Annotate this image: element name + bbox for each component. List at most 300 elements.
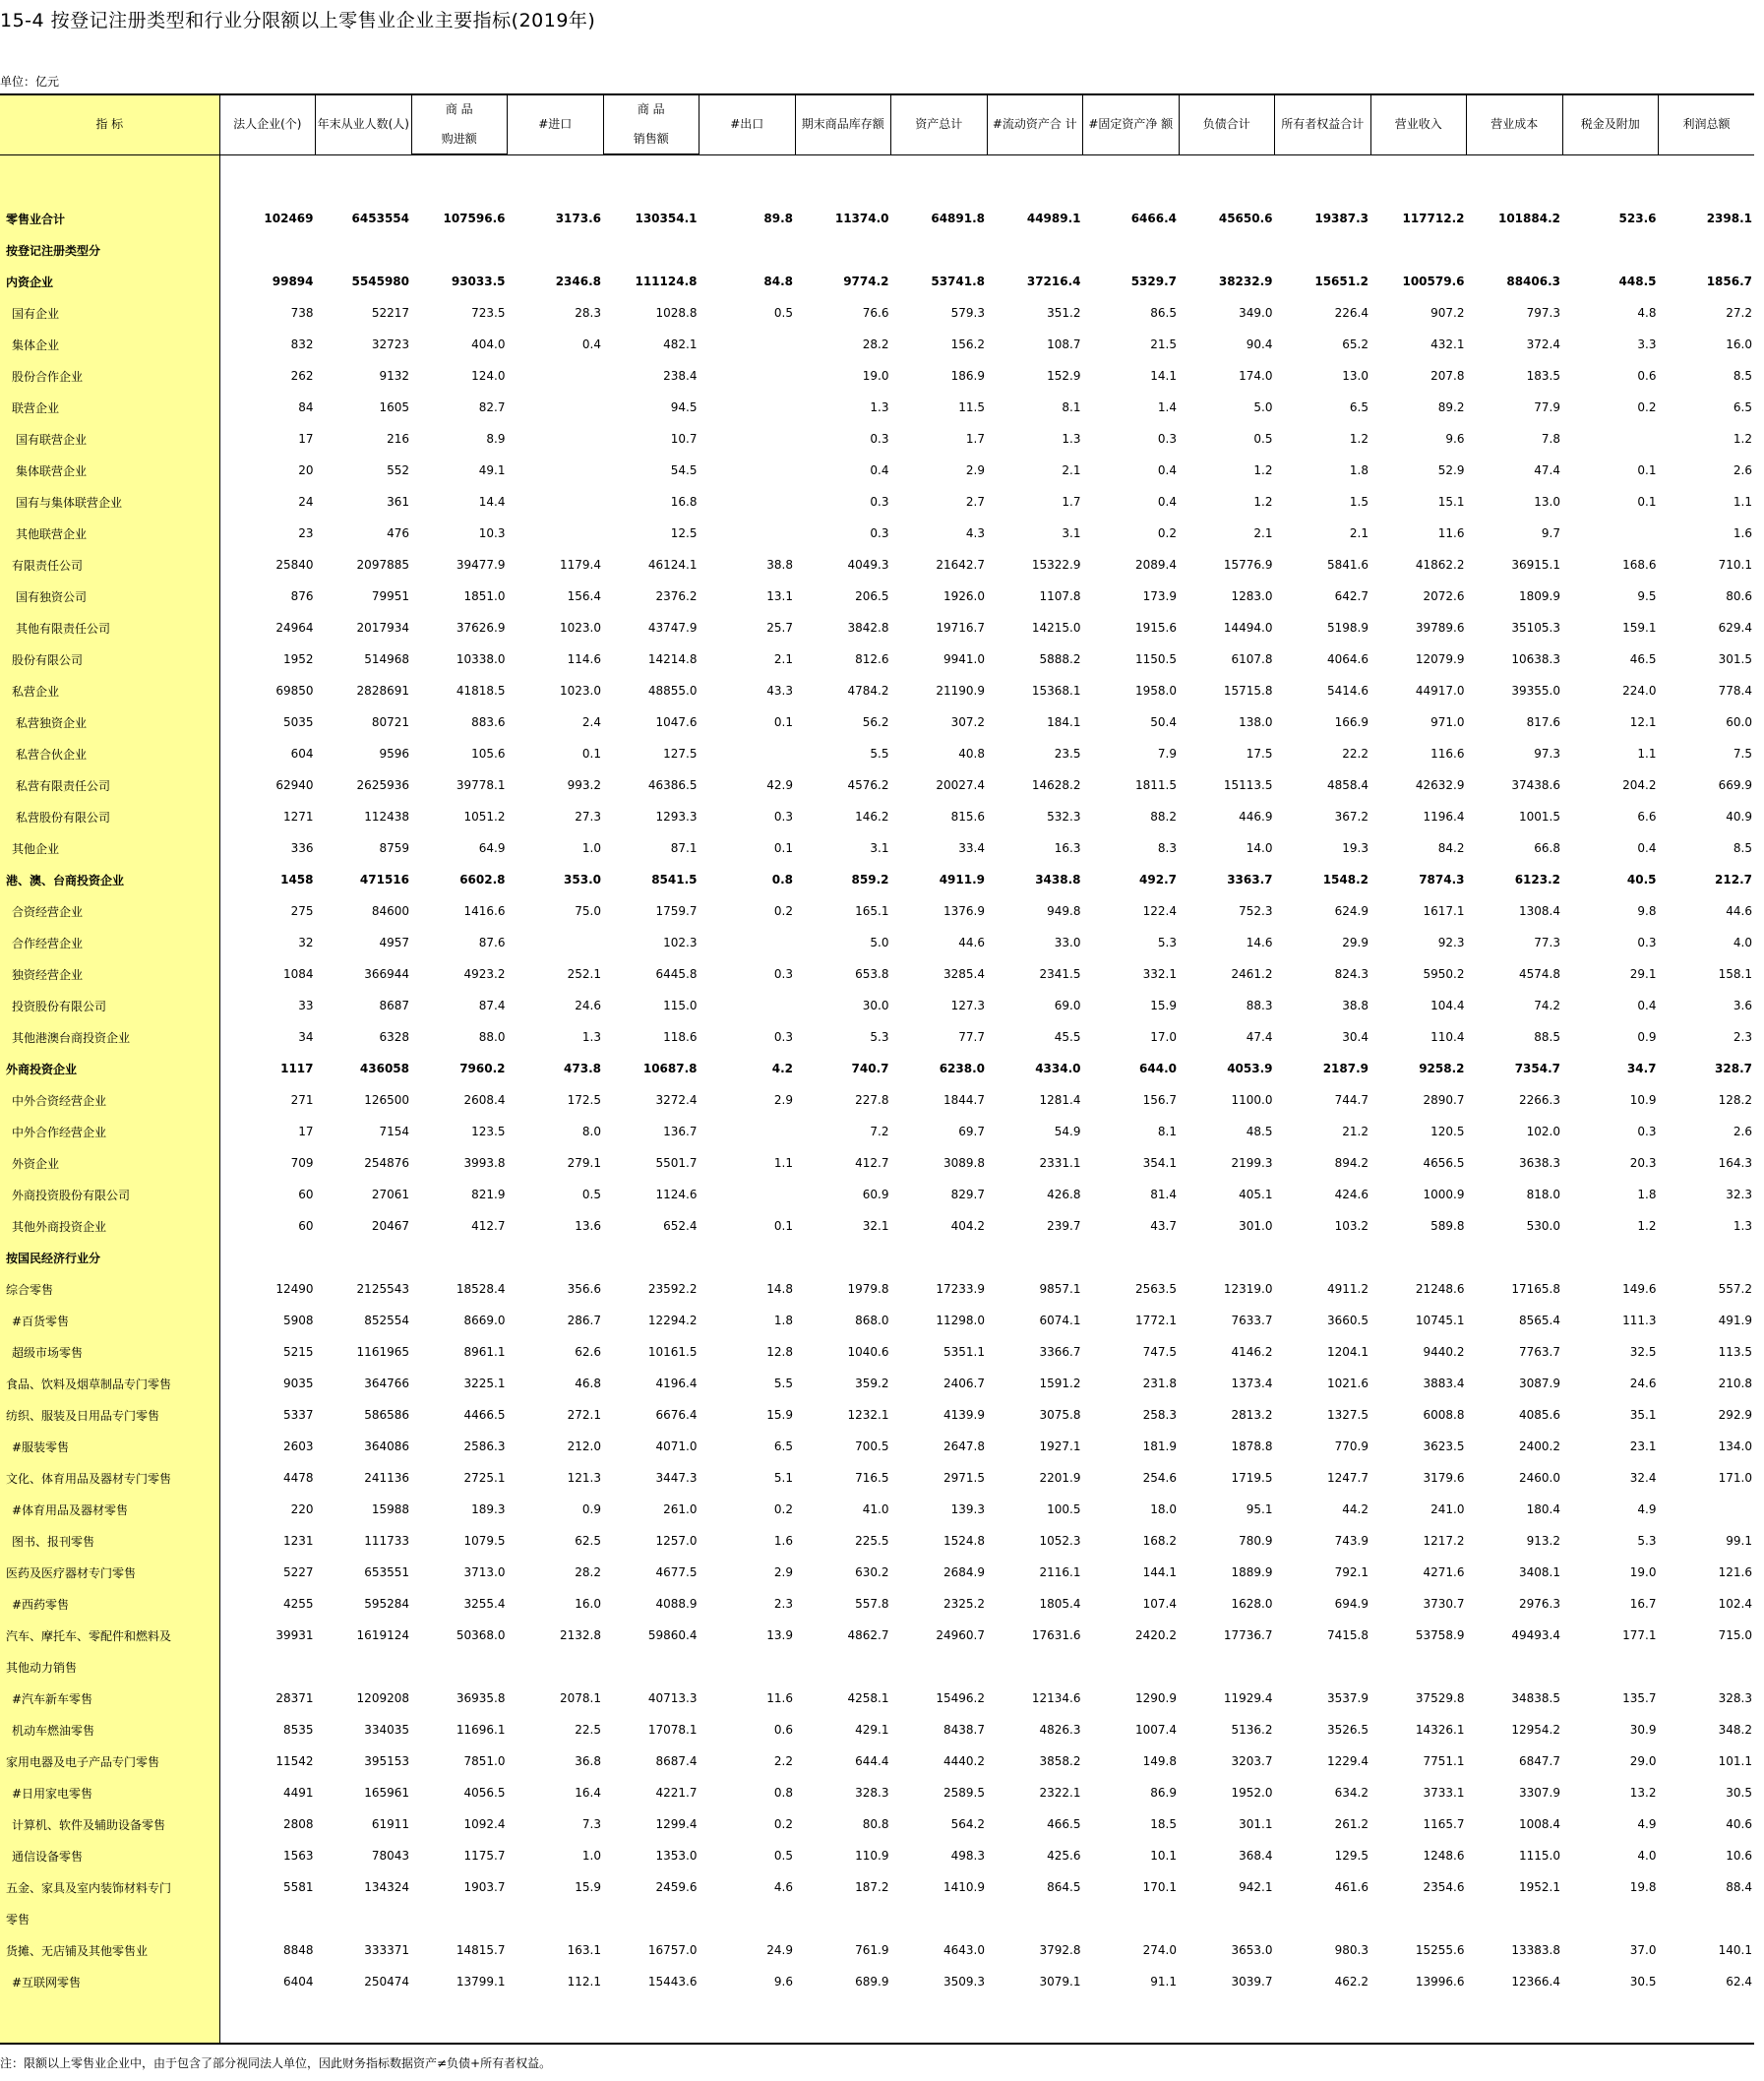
table-cell: 1299.4 (655, 1817, 698, 1831)
row-label: 中外合作经营企业 (0, 1116, 219, 1147)
table-cell: 35.1 (1629, 1408, 1657, 1422)
indicator-table (0, 93, 1754, 2045)
table-cell: 334035 (364, 1723, 409, 1737)
table-cell: 1952.1 (1519, 1880, 1560, 1894)
row-label: 私营有限责任公司 (0, 769, 219, 801)
row-label: #汽车新车零售 (0, 1683, 219, 1714)
table-row (0, 1462, 1754, 1494)
table-cell: 2346.8 (555, 275, 601, 288)
table-row (0, 549, 1754, 581)
table-cell: 354.1 (1142, 1156, 1177, 1170)
table-cell: 589.8 (1430, 1219, 1465, 1233)
table-cell (987, 234, 1083, 266)
table-cell: 88.2 (1150, 810, 1177, 824)
table-cell: 832 (290, 337, 314, 351)
row-label: 超级市场零售 (0, 1336, 219, 1368)
table-cell: 60 (298, 1219, 314, 1233)
table-cell: 864.5 (1047, 1880, 1081, 1894)
table-cell: 1283.0 (1231, 589, 1273, 603)
table-cell: 43.3 (766, 684, 793, 698)
table-cell: 16.4 (575, 1786, 601, 1800)
table-row (0, 958, 1754, 990)
row-label: 内资企业 (0, 266, 219, 297)
table-cell: 1548.2 (1322, 873, 1369, 887)
table-cell: 0.6 (773, 1723, 793, 1737)
table-cell: 1217.2 (1423, 1534, 1465, 1548)
table-cell (219, 1651, 316, 1683)
table-row (0, 1934, 1754, 1966)
table-cell: 134.0 (1718, 1439, 1752, 1453)
table-cell: 1.7 (1062, 495, 1081, 509)
table-cell: 9132 (379, 369, 409, 383)
table-cell: 2325.2 (943, 1597, 985, 1611)
table-cell: 5.5 (870, 747, 889, 761)
table-cell: 0.8 (773, 1786, 793, 1800)
table-cell: 135.7 (1622, 1691, 1657, 1705)
table-cell (219, 234, 316, 266)
table-cell: 5414.6 (1327, 684, 1369, 698)
table-cell: 13383.8 (1511, 1943, 1560, 1957)
table-cell: 10.7 (670, 432, 698, 446)
table-cell: 116.6 (1430, 747, 1465, 761)
table-cell: 15322.9 (1031, 558, 1081, 572)
table-cell (1083, 1242, 1180, 1273)
table-cell: 14.4 (478, 495, 506, 509)
table-cell: 604 (290, 747, 314, 761)
table-cell: 16.7 (1629, 1597, 1657, 1611)
table-row (0, 1147, 1754, 1179)
table-cell: 9440.2 (1423, 1345, 1465, 1359)
table-cell: 514968 (364, 652, 409, 666)
table-cell: 2201.9 (1039, 1471, 1081, 1485)
table-cell: 1.3 (870, 400, 889, 414)
table-cell: 30.4 (1342, 1030, 1369, 1044)
table-cell: 120.5 (1430, 1125, 1465, 1138)
table-cell: 28.3 (575, 306, 601, 320)
table-cell: 3089.8 (943, 1156, 985, 1170)
table-cell: 634.2 (1334, 1786, 1369, 1800)
table-cell: 0.4 (581, 337, 601, 351)
row-label: 按登记注册类型分 (0, 234, 219, 266)
table-cell: 1628.0 (1231, 1597, 1273, 1611)
table-cell: 14628.2 (1031, 778, 1081, 792)
table-cell: 21.5 (1150, 337, 1177, 351)
header-current-assets: #流动资产合 计 (987, 94, 1083, 154)
table-cell: 913.2 (1526, 1534, 1560, 1548)
table-cell: 24 (298, 495, 314, 509)
table-cell: 426.8 (1047, 1188, 1081, 1201)
table-cell: 13.1 (766, 589, 793, 603)
table-cell: 3842.8 (847, 621, 889, 635)
table-cell: 14.8 (766, 1282, 793, 1296)
table-cell: 1007.4 (1135, 1723, 1177, 1737)
table-cell: 41818.5 (456, 684, 506, 698)
table-row (0, 1084, 1754, 1116)
table-cell: 254876 (364, 1156, 409, 1170)
tail-cell (1659, 1997, 1755, 2044)
table-row (0, 581, 1754, 612)
table-cell: 1.2 (1253, 463, 1273, 477)
table-cell: 37216.4 (1026, 275, 1081, 288)
table-row (0, 1242, 1754, 1273)
table-cell: 0.4 (1637, 841, 1657, 855)
table-cell: 1915.6 (1135, 621, 1177, 635)
table-cell: 482.1 (663, 337, 698, 351)
table-cell: 876 (290, 589, 314, 603)
table-cell: 15.9 (575, 1880, 601, 1894)
table-cell: 89.2 (1437, 400, 1465, 414)
row-label: 计算机、软件及辅助设备零售 (0, 1808, 219, 1840)
table-cell: 87.1 (670, 841, 698, 855)
table-cell: 3087.9 (1519, 1377, 1560, 1390)
row-label: 集体联营企业 (0, 455, 219, 486)
table-cell: 91.1 (1150, 1975, 1177, 1989)
table-cell: 88.3 (1246, 999, 1273, 1012)
table-cell: 5337 (282, 1408, 314, 1422)
table-cell: 1021.6 (1327, 1377, 1369, 1390)
header-liabilities: 负债合计 (1179, 94, 1275, 154)
table-cell: 165.1 (855, 904, 889, 918)
table-cell: 579.3 (950, 306, 985, 320)
table-cell: 0.1 (1637, 463, 1657, 477)
table-cell: 15113.5 (1223, 778, 1273, 792)
table-row (0, 895, 1754, 927)
table-cell: 3638.3 (1519, 1156, 1560, 1170)
table-cell: 19.0 (1629, 1565, 1657, 1579)
table-cell: 942.1 (1239, 1880, 1273, 1894)
row-label: 零售 (0, 1903, 219, 1934)
table-row (0, 738, 1754, 769)
table-cell: 59860.4 (647, 1628, 698, 1642)
table-cell: 366944 (364, 967, 409, 981)
table-cell: 1410.9 (943, 1880, 985, 1894)
table-cell: 4491 (282, 1786, 314, 1800)
table-cell: 3623.5 (1423, 1439, 1465, 1453)
table-cell: 4.9 (1637, 1502, 1657, 1516)
spacer-cell (219, 154, 316, 203)
spacer-cell (987, 154, 1083, 203)
table-cell: 4049.3 (847, 558, 889, 572)
table-cell (508, 1242, 604, 1273)
table-cell: 272.1 (567, 1408, 601, 1422)
table-row (0, 990, 1754, 1021)
row-label: 零售业合计 (0, 203, 219, 234)
row-label: 食品、饮料及烟草制品专门零售 (0, 1368, 219, 1399)
table-row (0, 266, 1754, 297)
table-cell: 1376.9 (943, 904, 985, 918)
table-row (0, 1021, 1754, 1053)
table-cell: 336 (290, 841, 314, 855)
table-cell: 491.9 (1718, 1314, 1752, 1327)
table-cell: 1772.1 (1135, 1314, 1177, 1327)
table-cell: 134324 (364, 1880, 409, 1894)
table-cell: 1.3 (1733, 1219, 1752, 1233)
table-cell: 29.9 (1342, 936, 1369, 949)
table-cell: 4.0 (1733, 936, 1752, 949)
table-cell (700, 360, 796, 392)
table-cell: 778.4 (1718, 684, 1752, 698)
table-cell: 27.2 (1726, 306, 1752, 320)
table-cell: 532.3 (1047, 810, 1081, 824)
table-cell: 183.5 (1526, 369, 1560, 383)
table-cell: 461.6 (1334, 1880, 1369, 1894)
table-cell: 97.3 (1534, 747, 1560, 761)
table-cell: 3730.7 (1423, 1597, 1465, 1611)
table-cell (700, 455, 796, 486)
table-cell (987, 1903, 1083, 1934)
tail-cell (1179, 1997, 1275, 2044)
table-cell: 3179.6 (1423, 1471, 1465, 1485)
table-cell: 356.6 (567, 1282, 601, 1296)
table-cell: 13.0 (1534, 495, 1560, 509)
table-cell: 93033.5 (451, 275, 506, 288)
table-cell: 14494.0 (1223, 621, 1273, 635)
table-cell: 2187.9 (1322, 1062, 1369, 1075)
row-label: #服装零售 (0, 1431, 219, 1462)
spacer-cell (700, 154, 796, 203)
table-cell: 8.3 (1157, 841, 1177, 855)
table-cell: 81.4 (1150, 1188, 1177, 1201)
table-cell: 32.4 (1629, 1471, 1657, 1485)
table-cell: 761.9 (855, 1943, 889, 1957)
table-cell: 2420.2 (1135, 1628, 1177, 1642)
table-cell: 18528.4 (456, 1282, 506, 1296)
table-cell (700, 1651, 796, 1683)
table-cell (508, 927, 604, 958)
table-cell: 42.9 (766, 778, 793, 792)
table-cell: 24.6 (1629, 1377, 1657, 1390)
table-cell: 4255 (282, 1597, 314, 1611)
table-cell: 108.7 (1047, 337, 1081, 351)
table-cell: 1150.5 (1135, 652, 1177, 666)
table-cell: 42632.9 (1415, 778, 1465, 792)
table-cell: 1247.7 (1327, 1471, 1369, 1485)
table-cell: 2078.1 (560, 1691, 601, 1705)
table-cell: 94.5 (670, 400, 698, 414)
table-cell: 156.4 (567, 589, 601, 603)
table-cell: 13996.6 (1415, 1975, 1465, 1989)
table-cell: 34.7 (1626, 1062, 1657, 1075)
table-cell: 122.4 (1142, 904, 1177, 918)
table-cell (700, 486, 796, 518)
table-cell: 7763.7 (1519, 1345, 1560, 1359)
table-cell: 6445.8 (655, 967, 698, 981)
table-cell: 564.2 (950, 1817, 985, 1831)
table-cell: 86.9 (1150, 1786, 1177, 1800)
table-cell (891, 1651, 988, 1683)
table-cell: 624.9 (1334, 904, 1369, 918)
tail-cell (1370, 1997, 1467, 2044)
table-cell: 372.4 (1526, 337, 1560, 351)
table-cell: 7633.7 (1231, 1314, 1273, 1327)
table-cell: 32 (298, 936, 314, 949)
table-cell: 3713.0 (463, 1565, 506, 1579)
row-label: #日用家电零售 (0, 1777, 219, 1808)
row-label: 独资经营企业 (0, 958, 219, 990)
table-cell: 111733 (364, 1534, 409, 1548)
table-cell: 4784.2 (847, 684, 889, 698)
table-cell: 4056.5 (463, 1786, 506, 1800)
table-cell: 2.3 (773, 1597, 793, 1611)
table-cell: 87.6 (478, 936, 506, 949)
row-label: 其他外商投资企业 (0, 1210, 219, 1242)
table-cell: 10161.5 (647, 1345, 698, 1359)
table-cell: 1844.7 (943, 1093, 985, 1107)
table-cell: 6.5 (1349, 400, 1369, 414)
table-cell: 0.2 (773, 1817, 793, 1831)
table-cell: 9941.0 (943, 652, 985, 666)
tail-cell (1275, 1997, 1371, 2044)
table-cell (795, 1903, 891, 1934)
table-cell: 231.8 (1142, 1377, 1177, 1390)
table-cell: 22.2 (1342, 747, 1369, 761)
table-cell: 212.7 (1715, 873, 1752, 887)
table-cell: 1.8 (773, 1314, 793, 1327)
table-cell: 101.1 (1718, 1754, 1752, 1768)
row-label: 机动车燃油零售 (0, 1714, 219, 1745)
table-cell: 43747.9 (647, 621, 698, 635)
table-row (0, 455, 1754, 486)
row-label: #百货零售 (0, 1305, 219, 1336)
table-cell: 5.3 (870, 1030, 889, 1044)
table-cell: 6453554 (351, 212, 409, 225)
table-cell: 301.0 (1239, 1219, 1273, 1233)
table-cell: 4478 (282, 1471, 314, 1485)
table-cell: 10.3 (478, 526, 506, 540)
table-cell: 432.1 (1430, 337, 1465, 351)
table-cell (795, 234, 891, 266)
table-cell (1562, 518, 1659, 549)
table-cell: 17.0 (1150, 1030, 1177, 1044)
table-cell: 2.9 (773, 1093, 793, 1107)
table-row (0, 1273, 1754, 1305)
spacer-cell (1370, 154, 1467, 203)
table-cell: 36915.1 (1511, 558, 1560, 572)
table-cell: 1008.4 (1519, 1817, 1560, 1831)
table-cell: 23.1 (1629, 1439, 1657, 1453)
table-cell: 1719.5 (1231, 1471, 1273, 1485)
table-cell: 28371 (275, 1691, 314, 1705)
table-cell: 10.9 (1629, 1093, 1657, 1107)
table-cell: 629.4 (1718, 621, 1752, 635)
table-cell: 3733.1 (1423, 1786, 1465, 1800)
table-cell: 0.4 (1157, 495, 1177, 509)
table-cell: 102469 (264, 212, 314, 225)
table-cell: 25840 (275, 558, 314, 572)
tail-row (0, 1997, 1754, 2044)
table-cell: 971.0 (1430, 715, 1465, 729)
table-cell: 2460.0 (1519, 1471, 1560, 1485)
table-cell: 54.5 (670, 463, 698, 477)
table-cell: 10638.3 (1511, 652, 1560, 666)
table-cell: 4064.6 (1327, 652, 1369, 666)
header-purchases-group: 商 品 (411, 94, 508, 124)
table-cell (700, 234, 796, 266)
table-cell: 84 (298, 400, 314, 414)
table-cell: 61911 (371, 1817, 409, 1831)
table-cell (411, 1242, 508, 1273)
table-cell: 301.5 (1718, 652, 1752, 666)
row-label: 合资经营企业 (0, 895, 219, 927)
table-cell: 744.7 (1334, 1093, 1369, 1107)
table-cell: 653551 (364, 1565, 409, 1579)
table-cell: 46386.5 (647, 778, 698, 792)
table-cell: 6404 (282, 1975, 314, 1989)
table-cell: 114.6 (567, 652, 601, 666)
table-cell: 23592.2 (647, 1282, 698, 1296)
table-cell: 11929.4 (1223, 1691, 1273, 1705)
table-cell: 46124.1 (647, 558, 698, 572)
table-cell: 14214.8 (647, 652, 698, 666)
table-cell: 25.7 (766, 621, 793, 635)
table-cell: 1327.5 (1327, 1408, 1369, 1422)
table-cell: 0.9 (1637, 1030, 1657, 1044)
table-cell: 12294.2 (647, 1314, 698, 1327)
table-cell (508, 423, 604, 455)
table-cell: 1.6 (773, 1534, 793, 1548)
table-cell: 21.2 (1342, 1125, 1369, 1138)
table-cell: 275 (290, 904, 314, 918)
header-cost: 营业成本 (1467, 94, 1563, 154)
table-cell: 424.6 (1334, 1188, 1369, 1201)
table-row (0, 1525, 1754, 1557)
row-label: 外资企业 (0, 1147, 219, 1179)
table-cell: 14.6 (1246, 936, 1273, 949)
table-cell: 15368.1 (1031, 684, 1081, 698)
table-cell: 0.3 (870, 495, 889, 509)
table-cell: 5.0 (1253, 400, 1273, 414)
table-cell: 238.4 (663, 369, 698, 383)
table-cell: 3660.5 (1327, 1314, 1369, 1327)
table-cell: 10745.1 (1415, 1314, 1465, 1327)
table-cell (603, 1903, 700, 1934)
table-cell: 8.0 (581, 1125, 601, 1138)
spacer-cell (795, 154, 891, 203)
table-cell (1659, 1494, 1755, 1525)
table-cell: 3363.7 (1227, 873, 1273, 887)
table-row (0, 864, 1754, 895)
table-cell: 738 (290, 306, 314, 320)
table-row (0, 832, 1754, 864)
table-cell (1370, 1903, 1467, 1934)
table-cell: 17736.7 (1223, 1628, 1273, 1642)
table-cell (1562, 1903, 1659, 1934)
table-cell: 7415.8 (1327, 1628, 1369, 1642)
table-cell: 2.7 (965, 495, 985, 509)
table-cell: 0.5 (773, 306, 793, 320)
row-label: 私营独资企业 (0, 706, 219, 738)
table-cell: 261.2 (1334, 1817, 1369, 1831)
row-label: 其他联营企业 (0, 518, 219, 549)
table-cell: 0.4 (870, 463, 889, 477)
table-cell: 250474 (364, 1975, 409, 1989)
table-cell: 11696.1 (456, 1723, 506, 1737)
table-cell: 4466.5 (463, 1408, 506, 1422)
table-cell: 404.0 (471, 337, 506, 351)
table-cell: 24960.7 (936, 1628, 985, 1642)
table-cell: 45650.6 (1218, 212, 1273, 225)
spacer-cell (1467, 154, 1563, 203)
table-cell: 60.0 (1726, 715, 1752, 729)
table-cell: 349.0 (1239, 306, 1273, 320)
table-cell: 1416.6 (463, 904, 506, 918)
table-cell: 181.9 (1142, 1439, 1177, 1453)
header-total-assets: 资产总计 (891, 94, 988, 154)
table-cell: 10.1 (1150, 1849, 1177, 1863)
table-row (0, 1399, 1754, 1431)
table-cell: 5198.9 (1327, 621, 1369, 635)
table-row (0, 392, 1754, 423)
